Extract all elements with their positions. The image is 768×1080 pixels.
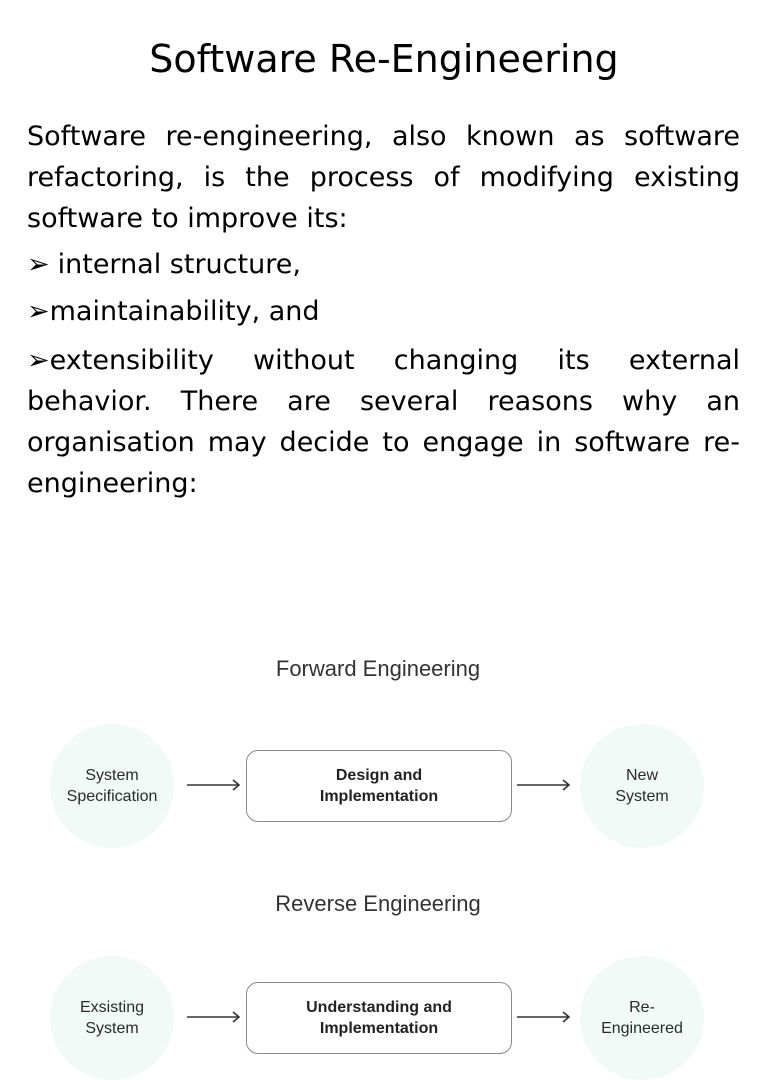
arrow-bullet-icon: ➢ — [27, 345, 50, 376]
bullet-text: maintainability, and — [49, 296, 320, 327]
node-label: New System — [615, 767, 669, 805]
arrow-right-icon — [186, 778, 242, 792]
slide-title: Software Re-Engineering — [149, 37, 619, 81]
bullet-item-maintainability — [27, 291, 740, 332]
re-engineered-node — [580, 956, 704, 1080]
system-specification-node — [50, 724, 174, 848]
bullet-item-extensibility — [27, 340, 740, 504]
reverse-engineering-heading: Reverse Engineering — [275, 891, 481, 916]
box-label: Understanding and Implementation — [306, 999, 452, 1037]
engineering-diagram — [0, 640, 768, 1037]
forward-engineering-heading: Forward Engineering — [275, 656, 481, 681]
arrow-right-icon — [516, 1010, 572, 1024]
bullet-text: extensibility without changing its external behavior. There are several reasons why an organisation may decide to engage in software re-engineering: — [27, 345, 740, 499]
arrow-bullet-icon: ➢ — [27, 249, 50, 280]
new-system-node — [580, 724, 704, 848]
design-and-implementation-box — [246, 750, 512, 822]
existing-system-node — [50, 956, 174, 1080]
arrow-right-icon — [186, 1010, 242, 1024]
box-label: Design and Implementation — [319, 767, 439, 805]
bullet-text: internal structure, — [57, 249, 301, 280]
node-label: Exsisting System — [79, 999, 145, 1037]
intro-paragraph: Software re-engineering, also known as software refactoring, is the process of modifying existing software to improve its: — [27, 121, 740, 234]
arrow-right-icon — [516, 778, 572, 792]
bullet-item-internal-structure — [27, 244, 740, 285]
node-label: System Specification — [66, 767, 158, 805]
arrow-bullet-icon: ➢ — [27, 296, 50, 327]
understanding-and-implementation-box — [246, 982, 512, 1054]
node-label: Re- Engineered — [601, 999, 683, 1037]
